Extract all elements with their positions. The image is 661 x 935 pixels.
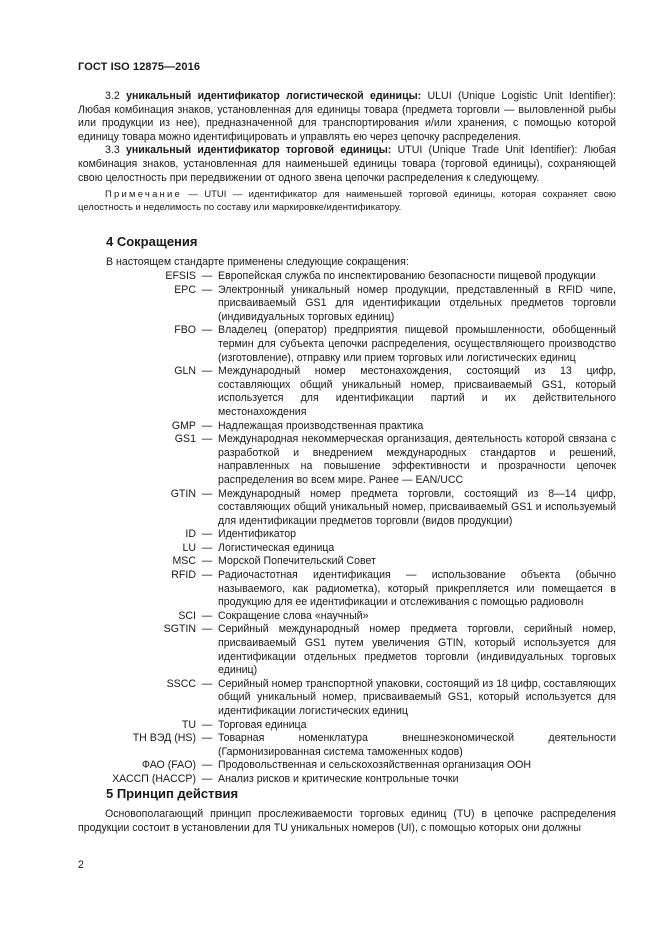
abbreviation-row: [78, 569, 616, 610]
abbreviation-code: ФАО (FAO): [141, 759, 196, 772]
definition-3-2: 3.2 уникальный идентификатор логистической единицы: ULUI (Unique Logistic Unit Identifier): Любая комбинация знаков, установленная для единицы товара (предмета торговли — выловленной рыбы или продукции из нее), предназначенной для транспортирования и/или хранения, с помощью которой единицу товара можно идентифицировать и управлять ею через цепочку распределения.: [78, 90, 616, 143]
abbreviation-dash: —: [201, 623, 213, 636]
abbreviation-row: [78, 365, 616, 419]
abbreviation-definition: Международный номер предмета торговли, состоящий из 8—14 цифр, составляющих общий уникальный номер, присваиваемый GS1 и используемый для идентификации предметов торговли (видов продукции): [218, 487, 616, 527]
abbreviation-code: ID: [185, 528, 196, 541]
abbreviation-code: ТН ВЭД (HS): [132, 732, 196, 745]
note: Примечание — UTUI — идентификатор для наименьшей торговой единицы, которая сохраняет свою целостность и неделимость по составу или маркировке/идентификатору.: [78, 189, 616, 213]
abbreviation-code: EPC: [174, 283, 196, 296]
abbreviation-definition: Электронный уникальный номер продукции, представленный в RFID чипе, присваиваемый GS1 для идентификации отдельных предметов торговли (индивидуальных торговых единиц): [218, 283, 616, 323]
abbreviation-row: [78, 759, 616, 773]
abbreviation-row: [78, 488, 616, 529]
abbreviation-definition: Серийный номер транспортной упаковки, состоящий из 18 цифр, составляющих общий уникальный номер, присваиваемый GS1, который используется для идентификации логистических единиц: [218, 677, 616, 717]
abbreviation-code: FBO: [174, 324, 196, 337]
abbreviation-row: [78, 270, 616, 284]
section-5-title: 5 Принцип действия: [106, 786, 239, 801]
abbreviation-dash: —: [201, 365, 213, 378]
abbreviation-definition: Сокращение слова «научный»: [218, 609, 369, 622]
abbreviation-row: [78, 678, 616, 719]
abbreviation-code: SGTIN: [163, 623, 196, 636]
abbreviation-row: [78, 623, 616, 677]
abbreviation-definition: Продовольственная и сельскохозяйственная организация ООН: [218, 759, 532, 772]
abbreviation-row: [78, 542, 616, 556]
definition-3-3: 3.3 уникальный идентификатор торговой единицы: UTUI (Unique Trade Unit Identifier): Любая комбинация знаков, установленная для наименьшей единицы товара (торговой единицы), сохраняющей свою целостность при передвижении от одного звена цепочки распределения к следующему.: [78, 144, 617, 184]
abbreviation-dash: —: [201, 759, 213, 772]
abbreviation-definition: Европейская служба по инспектированию безопасности пищевой продукции: [218, 270, 596, 282]
definitions-block: [78, 90, 616, 214]
abbreviation-row: [78, 284, 616, 325]
abbreviation-dash: —: [201, 324, 213, 337]
note-label: Примечание: [105, 189, 182, 201]
abbreviation-code: SSCC: [166, 677, 196, 690]
abbreviation-code: GS1: [174, 433, 196, 446]
abbreviation-code: SCI: [178, 609, 196, 622]
abbreviation-row: [78, 732, 616, 759]
abbreviation-definition: Торговая единица: [218, 718, 307, 731]
abbreviation-dash: —: [201, 541, 213, 554]
abbreviation-code: LU: [182, 541, 196, 554]
abbreviation-dash: —: [201, 283, 213, 296]
abbreviation-definition: Логистическая единица: [218, 541, 335, 554]
abbreviation-dash: —: [201, 270, 213, 282]
abbreviation-dash: —: [201, 772, 213, 785]
abbreviation-dash: —: [201, 528, 213, 541]
abbreviation-row: [78, 528, 616, 542]
abbreviation-definition: Серийный международный номер предмета торговли, серийный номер, присваиваемый GS1 путем увеличения GTIN, который используется для идентификации отдельных предметов торговли (индивидуальных торговых единиц): [218, 623, 616, 677]
abbreviation-definition: Владелец (оператор) предприятия пищевой промышленности, обобщенный термин для субъекта цепочки распределения, осуществляющего производство (изготовление), отправку или прием торговых или логистических единиц: [218, 324, 616, 364]
abbreviation-code: GMP: [171, 419, 196, 432]
page-number: 2: [78, 859, 84, 871]
abbreviation-code: GLN: [174, 365, 196, 378]
abbreviation-definition: Надлежащая производственная практика: [218, 419, 424, 432]
abbreviation-code: TU: [181, 718, 196, 731]
section-4-title: 4 Сокращения: [106, 234, 198, 249]
abbreviation-definition: Идентификатор: [218, 528, 296, 541]
page-header-standard-title: ГОСТ ISO 12875—2016: [78, 61, 201, 73]
abbreviation-code: EFSIS: [165, 270, 196, 282]
abbreviation-definition: Анализ рисков и критические контрольные точки: [218, 772, 459, 785]
abbreviation-row: [78, 555, 616, 569]
abbreviation-dash: —: [201, 419, 213, 432]
abbreviation-definition: Международный номер местонахождения, состоящий из 13 цифр, составляющих общий уникальный номер, присваиваемый GS1, который используется для идентификации партий и их действительного местонахождения: [218, 365, 616, 418]
abbreviation-definition: Международная некоммерческая организация, деятельность которой связана с разработкой и внедрением международных стандартов и решений, направленных на повышение эффективности и прозрачности цепочек распределения во всем мире. Ранее — EAN/UCC: [218, 433, 616, 486]
abbreviation-dash: —: [201, 677, 213, 690]
abbreviation-dash: —: [201, 718, 213, 731]
abbreviation-definition: Товарная номенклатура внешнеэкономической деятельности (Гармонизированная система таможенных кодов): [218, 732, 616, 758]
abbreviation-code: MSC: [172, 555, 196, 568]
abbreviation-dash: —: [201, 433, 213, 446]
abbreviation-dash: —: [201, 569, 213, 582]
abbreviation-dash: —: [201, 487, 213, 500]
abbreviation-dash: —: [201, 555, 213, 568]
abbreviation-row: [78, 610, 616, 624]
section-5-text: Основополагающий принцип прослеживаемости торговых единиц (TU) в цепочке распределения продукции состоит в установлении для TU уникальных номеров (UI), с помощью которых они должны: [78, 808, 616, 834]
term-ului: уникальный идентификатор логистической единицы:: [126, 90, 422, 102]
abbreviation-row: [78, 719, 616, 733]
abbreviation-code: ХАССП (HACCP): [112, 772, 196, 785]
abbreviations-list: [78, 270, 616, 787]
section-4-intro: В настоящем стандарте применены следующие сокращения:: [106, 256, 409, 268]
abbreviation-code: GTIN: [170, 487, 196, 500]
term-utui: уникальный идентификатор торговой единицы:: [125, 144, 392, 157]
abbreviation-dash: —: [201, 609, 213, 622]
abbreviation-definition: Морской Попечительский Совет: [218, 555, 376, 568]
abbreviation-row: [78, 433, 616, 487]
abbreviation-code: RFID: [171, 569, 196, 582]
abbreviation-row: [78, 324, 616, 365]
abbreviation-definition: Радиочастотная идентификация — использование объекта (обычно называемого, как радиометка), который прикрепляется или помещается в продукцию для ее идентификации и отслеживания с помощью радиоволн: [218, 569, 616, 609]
abbreviation-row: [78, 420, 616, 434]
abbreviation-dash: —: [201, 732, 213, 745]
abbreviation-row: [78, 773, 616, 787]
